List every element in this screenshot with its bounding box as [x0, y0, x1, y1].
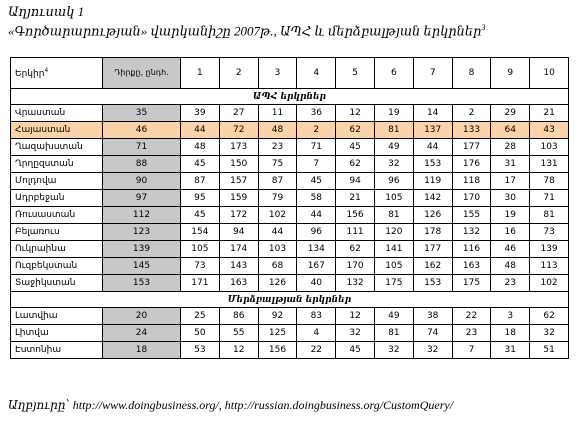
- rank-cell: 87: [258, 173, 297, 190]
- table-row: [11, 207, 569, 224]
- rank-cell: 159: [219, 190, 258, 207]
- rank-cell: 83: [297, 308, 336, 325]
- header-col-9: 9: [491, 58, 530, 89]
- rank-cell: 23: [491, 275, 530, 292]
- header-col-8: 8: [452, 58, 491, 89]
- rank-cell: 62: [336, 122, 375, 139]
- rank-cell: 139: [530, 241, 569, 258]
- rank-cell: 32: [374, 156, 413, 173]
- rank-cell: 143: [219, 258, 258, 275]
- rank-cell: 113: [530, 258, 569, 275]
- rank-cell: 7: [297, 156, 336, 173]
- rank-cell: 137: [413, 122, 452, 139]
- rank-cell: 19: [374, 105, 413, 122]
- rank-cell: 16: [491, 224, 530, 241]
- rank-cell: 62: [336, 241, 375, 258]
- rank-cell: 22: [452, 308, 491, 325]
- table-row: [11, 258, 569, 275]
- country-name: Ռուսաստան: [11, 207, 103, 224]
- rank-cell: 49: [374, 308, 413, 325]
- rank-cell: 177: [413, 241, 452, 258]
- rank-cell: 94: [219, 224, 258, 241]
- rank-cell: 12: [336, 308, 375, 325]
- rank-cell: 87: [181, 173, 220, 190]
- rank-cell: 4: [297, 325, 336, 342]
- rank-cell: 68: [258, 258, 297, 275]
- country-name: Բելառուս: [11, 224, 103, 241]
- rank-cell: 44: [297, 207, 336, 224]
- rank-cell: 78: [530, 173, 569, 190]
- table-body: [11, 58, 569, 359]
- rank-cell: 75: [258, 156, 297, 173]
- rank-cell: 50: [181, 325, 220, 342]
- rank-cell: 58: [297, 190, 336, 207]
- rank-cell: 163: [219, 275, 258, 292]
- rank-cell: 71: [530, 190, 569, 207]
- rank-cell: 131: [530, 156, 569, 173]
- rank-cell: 156: [336, 207, 375, 224]
- rank-cell: 45: [336, 139, 375, 156]
- table-row: [11, 241, 569, 258]
- rank-cell: 18: [491, 325, 530, 342]
- rank-cell: 156: [258, 342, 297, 359]
- rank-cell: 175: [374, 275, 413, 292]
- table-row: [11, 325, 569, 342]
- header-col-1: 1: [181, 58, 220, 89]
- rank-cell: 72: [219, 122, 258, 139]
- rank-cell: 171: [181, 275, 220, 292]
- rank-cell: 3: [491, 308, 530, 325]
- overall-rank-cell: 97: [103, 190, 181, 207]
- rank-cell: 170: [336, 258, 375, 275]
- rank-cell: 62: [336, 156, 375, 173]
- rank-cell: 46: [491, 241, 530, 258]
- rank-cell: 172: [219, 207, 258, 224]
- rank-cell: 12: [219, 342, 258, 359]
- overall-rank-cell: 24: [103, 325, 181, 342]
- rank-cell: 177: [452, 139, 491, 156]
- header-country: Երկիր$^4$: [11, 58, 103, 89]
- table-row: [11, 156, 569, 173]
- rank-cell: 32: [530, 325, 569, 342]
- rank-cell: 120: [374, 224, 413, 241]
- rank-cell: 48: [491, 258, 530, 275]
- rank-cell: 105: [374, 258, 413, 275]
- rank-cell: 32: [374, 342, 413, 359]
- rank-cell: 96: [374, 173, 413, 190]
- section-header-row: [11, 89, 569, 105]
- overall-rank-cell: 71: [103, 139, 181, 156]
- rank-cell: 2: [452, 105, 491, 122]
- rank-cell: 12: [336, 105, 375, 122]
- rank-cell: 95: [181, 190, 220, 207]
- country-footnote-mark: 4: [44, 67, 49, 74]
- rank-cell: 39: [181, 105, 220, 122]
- table-row: [11, 190, 569, 207]
- rank-cell: 11: [258, 105, 297, 122]
- rank-cell: 44: [413, 139, 452, 156]
- rank-cell: 22: [297, 342, 336, 359]
- overall-rank-cell: 18: [103, 342, 181, 359]
- country-name: Վրաստան: [11, 105, 103, 122]
- rank-cell: 2: [297, 122, 336, 139]
- rank-cell: 44: [181, 122, 220, 139]
- rank-cell: 45: [336, 342, 375, 359]
- rank-cell: 74: [413, 325, 452, 342]
- section-header-row: [11, 292, 569, 308]
- rank-cell: 32: [413, 342, 452, 359]
- rank-cell: 79: [258, 190, 297, 207]
- table-row: [11, 122, 569, 139]
- rank-cell: 55: [219, 325, 258, 342]
- header-col-2: 2: [219, 58, 258, 89]
- rank-cell: 36: [297, 105, 336, 122]
- table-row: [11, 105, 569, 122]
- rank-cell: 150: [219, 156, 258, 173]
- country-name: Հայաստան: [11, 122, 103, 139]
- rank-cell: 96: [297, 224, 336, 241]
- rank-cell: 17: [491, 173, 530, 190]
- overall-rank-cell: 46: [103, 122, 181, 139]
- rank-cell: 81: [374, 207, 413, 224]
- header-col-10: 10: [530, 58, 569, 89]
- rank-cell: 49: [374, 139, 413, 156]
- rank-cell: 40: [297, 275, 336, 292]
- table-row: [11, 308, 569, 325]
- rank-cell: 19: [491, 207, 530, 224]
- rank-cell: 126: [413, 207, 452, 224]
- rank-cell: 31: [491, 342, 530, 359]
- rank-cell: 45: [181, 156, 220, 173]
- rank-cell: 118: [452, 173, 491, 190]
- rank-cell: 105: [181, 241, 220, 258]
- country-name: Ուզբեկստան: [11, 258, 103, 275]
- rank-cell: 157: [219, 173, 258, 190]
- rank-cell: 103: [530, 139, 569, 156]
- table-row: [11, 275, 569, 292]
- title-footnote-mark: 3: [481, 23, 486, 32]
- header-col-7: 7: [413, 58, 452, 89]
- rank-cell: 23: [258, 139, 297, 156]
- rank-cell: 154: [181, 224, 220, 241]
- rank-cell: 38: [413, 308, 452, 325]
- rank-cell: 94: [336, 173, 375, 190]
- country-name: Ղազախստան: [11, 139, 103, 156]
- rank-cell: 153: [413, 156, 452, 173]
- rank-cell: 176: [452, 156, 491, 173]
- rank-cell: 86: [219, 308, 258, 325]
- country-name: Լիտվա: [11, 325, 103, 342]
- rank-cell: 174: [219, 241, 258, 258]
- table-row: [11, 342, 569, 359]
- overall-rank-cell: 90: [103, 173, 181, 190]
- section-title: Մերձբալթյան երկրներ: [11, 292, 569, 308]
- table-number: Աղյուսակ 1: [8, 4, 85, 19]
- header-col-3: 3: [258, 58, 297, 89]
- rank-cell: 48: [258, 122, 297, 139]
- rank-cell: 7: [452, 342, 491, 359]
- overall-rank-cell: 88: [103, 156, 181, 173]
- country-name: Ուկրաինա: [11, 241, 103, 258]
- rank-cell: 125: [258, 325, 297, 342]
- overall-rank-cell: 20: [103, 308, 181, 325]
- rank-cell: 51: [530, 342, 569, 359]
- rank-cell: 167: [297, 258, 336, 275]
- rank-cell: 133: [452, 122, 491, 139]
- table-row: [11, 139, 569, 156]
- overall-rank-cell: 112: [103, 207, 181, 224]
- rank-cell: 81: [530, 207, 569, 224]
- rank-cell: 175: [452, 275, 491, 292]
- rank-cell: 173: [219, 139, 258, 156]
- table-header-row: [11, 58, 569, 89]
- rank-cell: 81: [374, 325, 413, 342]
- table-row: [11, 173, 569, 190]
- rank-cell: 53: [181, 342, 220, 359]
- rank-cell: 126: [258, 275, 297, 292]
- overall-rank-cell: 35: [103, 105, 181, 122]
- rank-cell: 71: [297, 139, 336, 156]
- rank-cell: 28: [491, 139, 530, 156]
- rank-cell: 155: [452, 207, 491, 224]
- table-caption: [8, 4, 485, 39]
- header-col-6: 6: [374, 58, 413, 89]
- rank-cell: 64: [491, 122, 530, 139]
- section-title: ԱՊՀ երկրներ: [11, 89, 569, 105]
- table-row: [11, 224, 569, 241]
- rank-cell: 178: [413, 224, 452, 241]
- overall-rank-cell: 139: [103, 241, 181, 258]
- doing-business-rankings-table: [10, 57, 569, 359]
- rank-cell: 14: [413, 105, 452, 122]
- rank-cell: 29: [491, 105, 530, 122]
- country-name: Էստոնիա: [11, 342, 103, 359]
- rank-cell: 92: [258, 308, 297, 325]
- rank-cell: 134: [297, 241, 336, 258]
- rank-cell: 170: [452, 190, 491, 207]
- rank-cell: 163: [452, 258, 491, 275]
- rank-cell: 21: [336, 190, 375, 207]
- source-note: Աղբյուրը՝ http://www.doingbusiness.org/, http://russian.doingbusiness.org/CustomQuery/: [8, 398, 454, 412]
- rank-cell: 45: [297, 173, 336, 190]
- rank-cell: 111: [336, 224, 375, 241]
- rank-cell: 73: [181, 258, 220, 275]
- rank-cell: 153: [413, 275, 452, 292]
- rank-cell: 43: [530, 122, 569, 139]
- rank-cell: 142: [413, 190, 452, 207]
- rank-cell: 81: [374, 122, 413, 139]
- header-overall-rank: Դիրքը, ընդհ.: [103, 58, 181, 89]
- rank-cell: 132: [452, 224, 491, 241]
- rank-cell: 132: [336, 275, 375, 292]
- overall-rank-cell: 145: [103, 258, 181, 275]
- header-col-4: 4: [297, 58, 336, 89]
- rank-cell: 102: [530, 275, 569, 292]
- rank-cell: 25: [181, 308, 220, 325]
- country-name: Ղրղըզստան: [11, 156, 103, 173]
- overall-rank-cell: 153: [103, 275, 181, 292]
- rank-cell: 141: [374, 241, 413, 258]
- rank-cell: 102: [258, 207, 297, 224]
- rank-cell: 27: [219, 105, 258, 122]
- rank-cell: 103: [258, 241, 297, 258]
- rank-cell: 30: [491, 190, 530, 207]
- table-title: «Գործարարության» վարկանիշը 2007թ., ԱՊՀ և մերձբալթյան երկրներ$^3$: [8, 23, 486, 39]
- rank-cell: 31: [491, 156, 530, 173]
- header-col-5: 5: [336, 58, 375, 89]
- country-name: Լատվիա: [11, 308, 103, 325]
- rank-cell: 162: [413, 258, 452, 275]
- rank-cell: 23: [452, 325, 491, 342]
- rank-cell: 45: [181, 207, 220, 224]
- rank-cell: 48: [181, 139, 220, 156]
- rank-cell: 73: [530, 224, 569, 241]
- rank-cell: 32: [336, 325, 375, 342]
- rank-cell: 62: [530, 308, 569, 325]
- country-name: Տաջիկստան: [11, 275, 103, 292]
- country-name: Ադրբեջան: [11, 190, 103, 207]
- rank-cell: 44: [258, 224, 297, 241]
- country-name: Մոլդովա: [11, 173, 103, 190]
- overall-rank-cell: 123: [103, 224, 181, 241]
- rank-cell: 105: [374, 190, 413, 207]
- rank-cell: 21: [530, 105, 569, 122]
- rank-cell: 119: [413, 173, 452, 190]
- rank-cell: 116: [452, 241, 491, 258]
